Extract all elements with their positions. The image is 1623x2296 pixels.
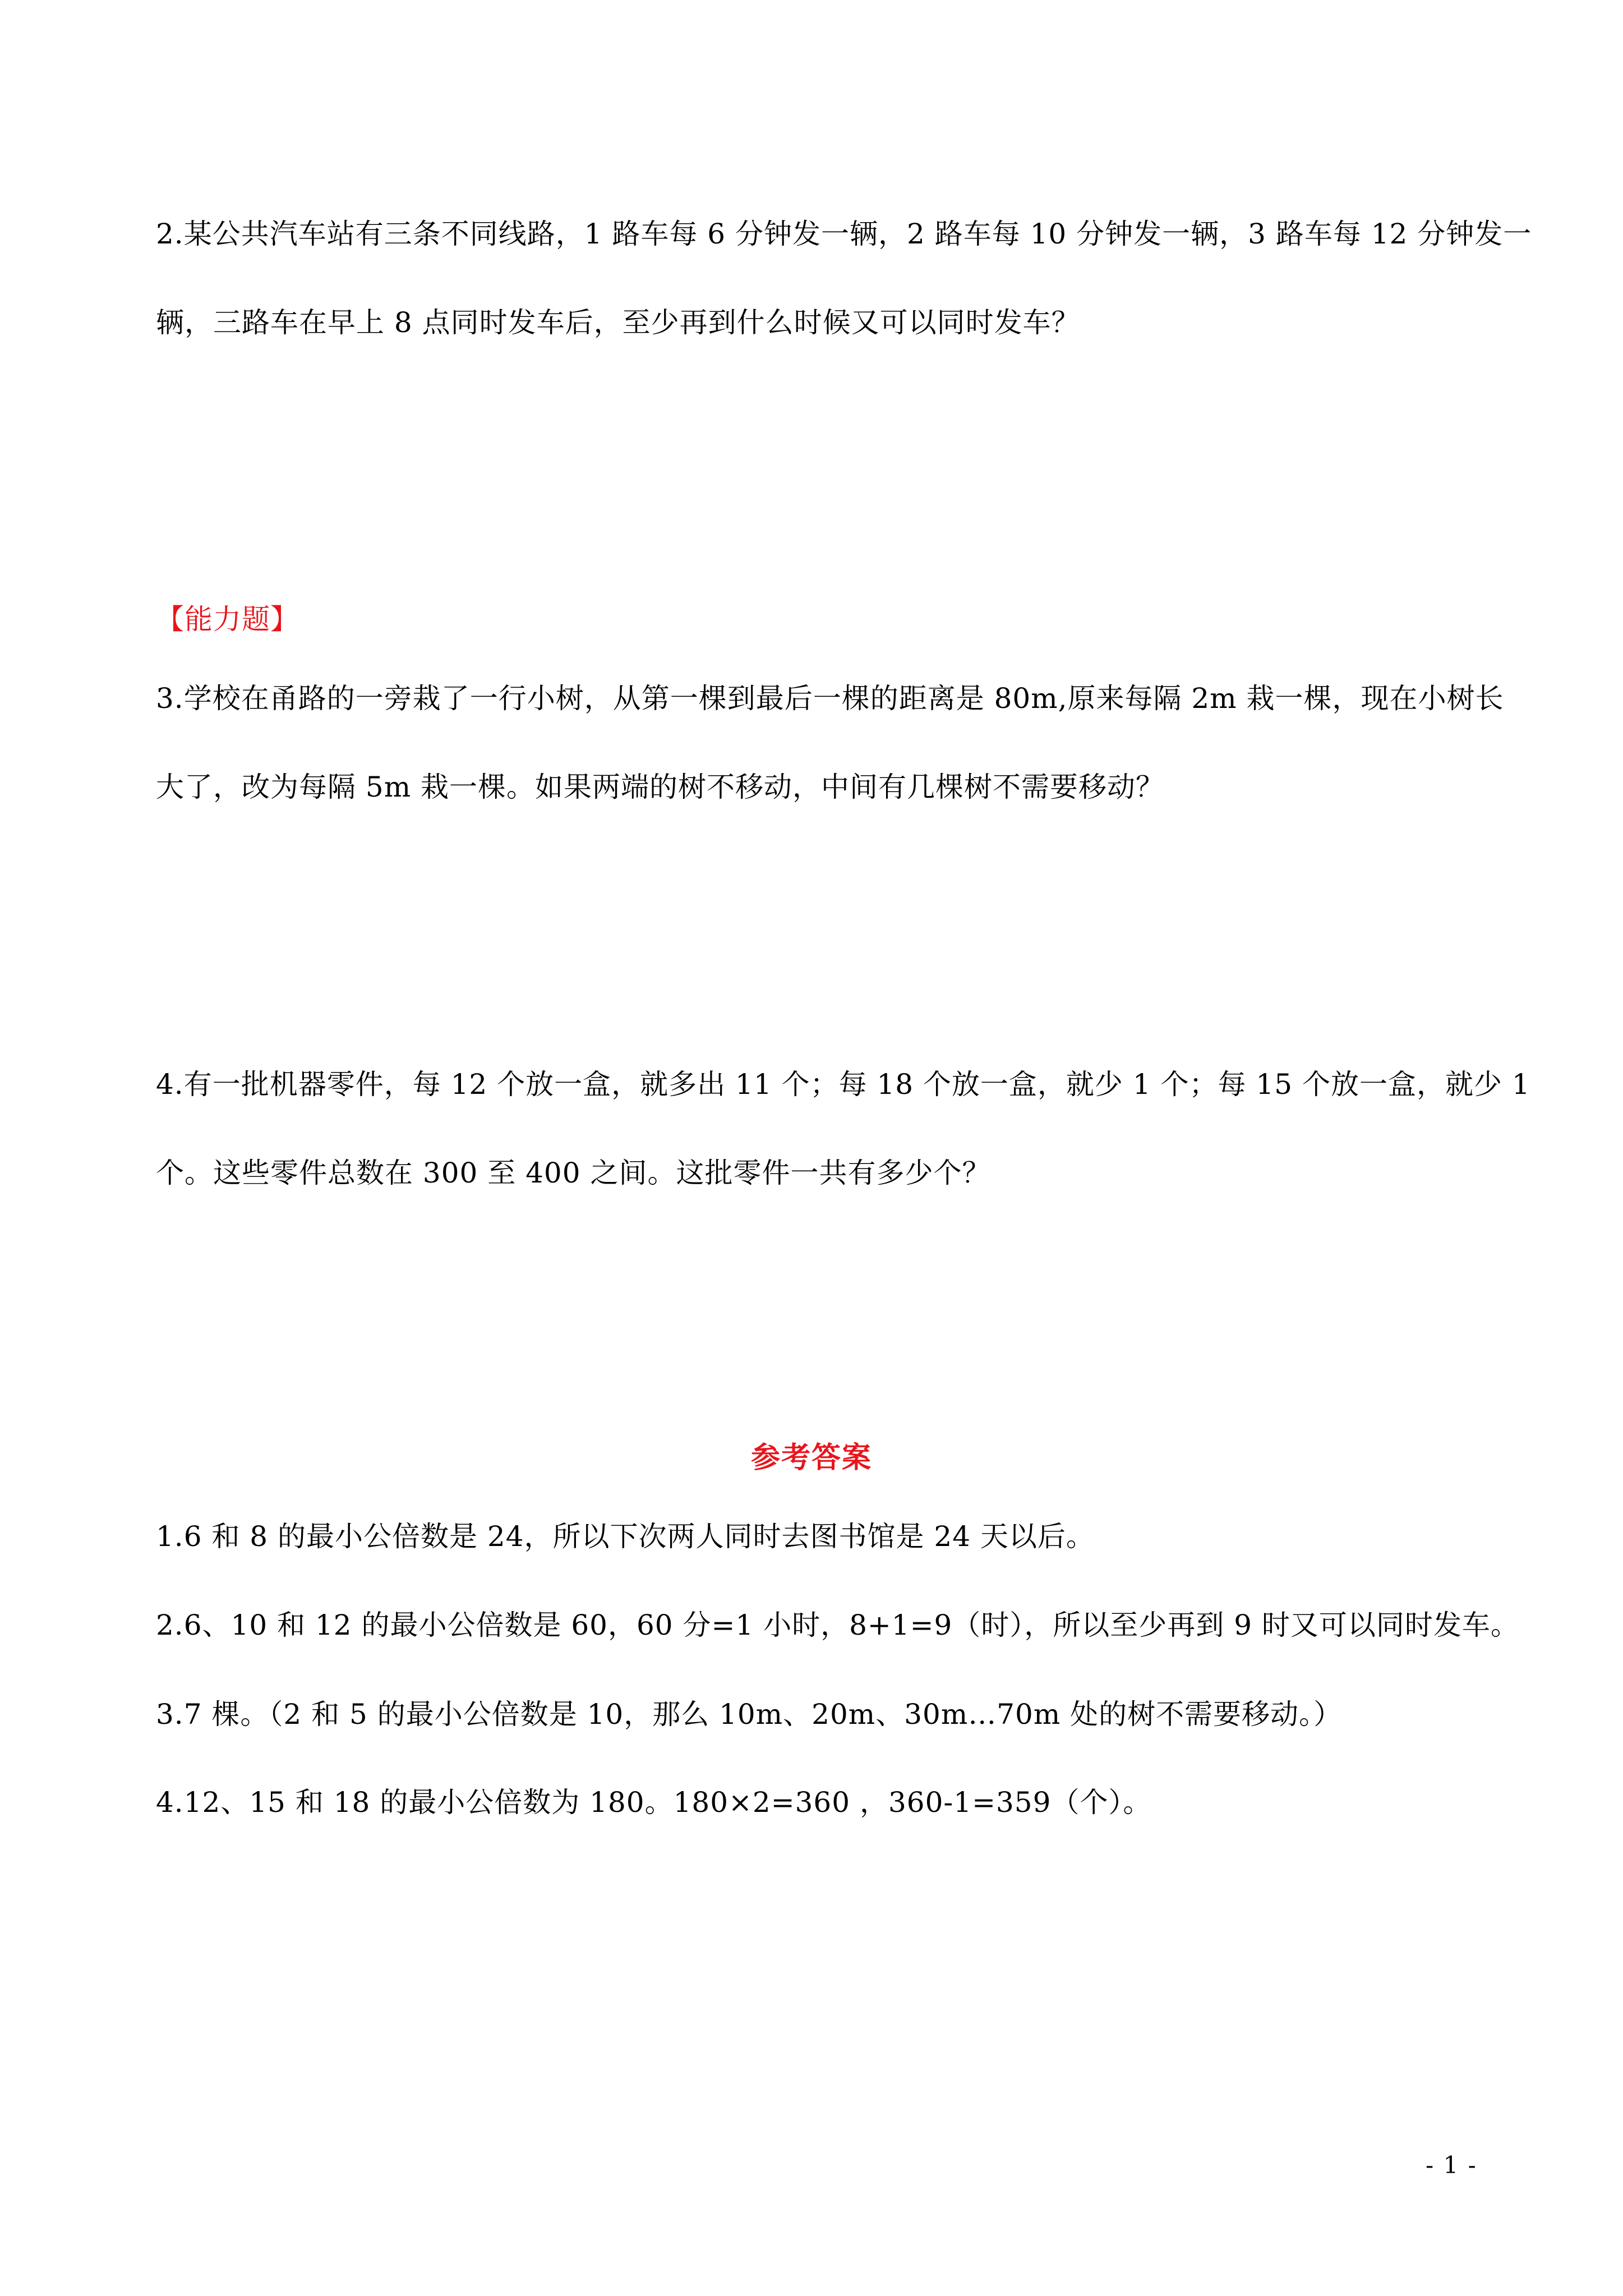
answer-4: 4.12、15 和 18 的最小公倍数为 180。180×2=360 ，360-1=359（个）。 xyxy=(156,1786,1152,1819)
question-3-line-2: 大了，改为每隔 5m 栽一棵。如果两端的树不移动，中间有几棵树不需要移动？ xyxy=(156,771,1165,803)
question-2-line-2: 辆，三路车在早上 8 点同时发车后，至少再到什么时候又可以同时发车？ xyxy=(156,306,1080,339)
answer-2: 2.6、10 和 12 的最小公倍数是 60，60 分=1 小时，8+1=9（时），所以至少再到 9 时又可以同时发车。 xyxy=(156,1609,1519,1641)
section-heading: 【能力题】 xyxy=(156,603,299,636)
question-2-line-1: 2.某公共汽车站有三条不同线路，1 路车每 6 分钟发一辆，2 路车每 10 分钟发一辆，3 路车每 12 分钟发一 xyxy=(156,218,1532,250)
answer-3: 3.7 棵。（2 和 5 的最小公倍数是 10，那么 10m、20m、30m…70m 处的树不需要移动。） xyxy=(156,1698,1343,1731)
page-number: - 1 - xyxy=(1426,2151,1477,2179)
question-4-line-1: 4.有一批机器零件，每 12 个放一盒，就多出 11 个；每 18 个放一盒，就少 1 个；每 15 个放一盒，就少 1 xyxy=(156,1068,1530,1101)
answer-1: 1.6 和 8 的最小公倍数是 24，所以下次两人同时去图书馆是 24 天以后。 xyxy=(156,1520,1095,1553)
question-4-line-2: 个。这些零件总数在 300 至 400 之间。这批零件一共有多少个？ xyxy=(156,1157,991,1189)
question-3-line-1: 3.学校在甬路的一旁栽了一行小树，从第一棵到最后一棵的距离是 80m,原来每隔 2m 栽一棵，现在小树长 xyxy=(156,682,1504,715)
answers-title: 参考答案 xyxy=(750,1441,872,1475)
